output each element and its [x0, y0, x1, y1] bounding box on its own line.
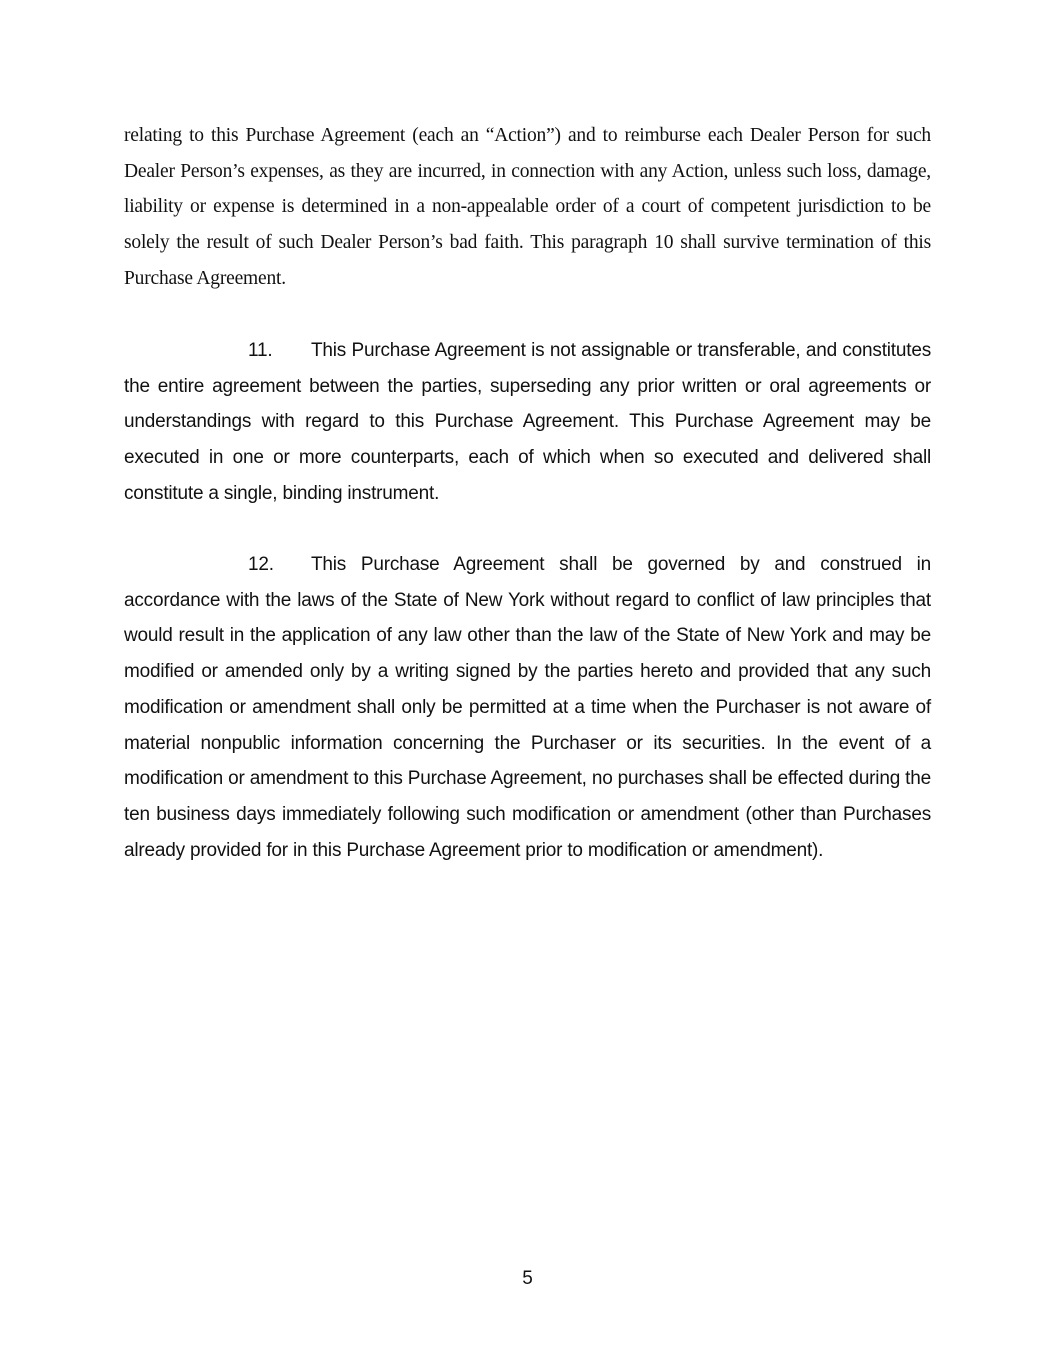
paragraph-12	[124, 547, 931, 868]
paragraph-10-continuation: relating to this Purchase Agreement (each an “Action”) and to reimburse each Dealer Person for such Dealer Person’s expenses, as they are incurred, in connection with any Action, unless such loss, damage, liability or expense is determined in a non-appealable order of a court of competent jurisdiction to be solely the result of such Dealer Person’s bad faith. This paragraph 10 shall survive termination of this Purchase Agreement.	[124, 125, 931, 289]
paragraph-11-number: 11.	[248, 340, 273, 361]
paragraph-11-text: This Purchase Agreement is not assignable or transferable, and constitutes the entire agreement between the parties, superseding any prior written or oral agreements or understandings with regard to this Purchase Agreement. This Purchase Agreement may be executed in one or more counterparts, each of which when so executed and delivered shall constitute a single, binding instrument.	[124, 340, 931, 504]
paragraph-12-number: 12.	[248, 554, 274, 575]
page-number: 5	[522, 1268, 533, 1289]
paragraph-12-text: This Purchase Agreement shall be governed by and construed in accordance with the laws of the State of New York without regard to conflict of law principles that would result in the application of any law other than the law of the State of New York and may be modified or amended only by a writing signed by the parties hereto and provided that any such modification or amendment shall only be permitted at a time when the Purchaser is not aware of material nonpublic information concerning the Purchaser or its securities. In the event of a modification or amendment to this Purchase Agreement, no purchases shall be effected during the ten business days immediately following such modification or amendment (other than Purchases already provided for in this Purchase Agreement prior to modification or amendment).	[124, 554, 931, 861]
paragraph-11	[124, 333, 931, 512]
